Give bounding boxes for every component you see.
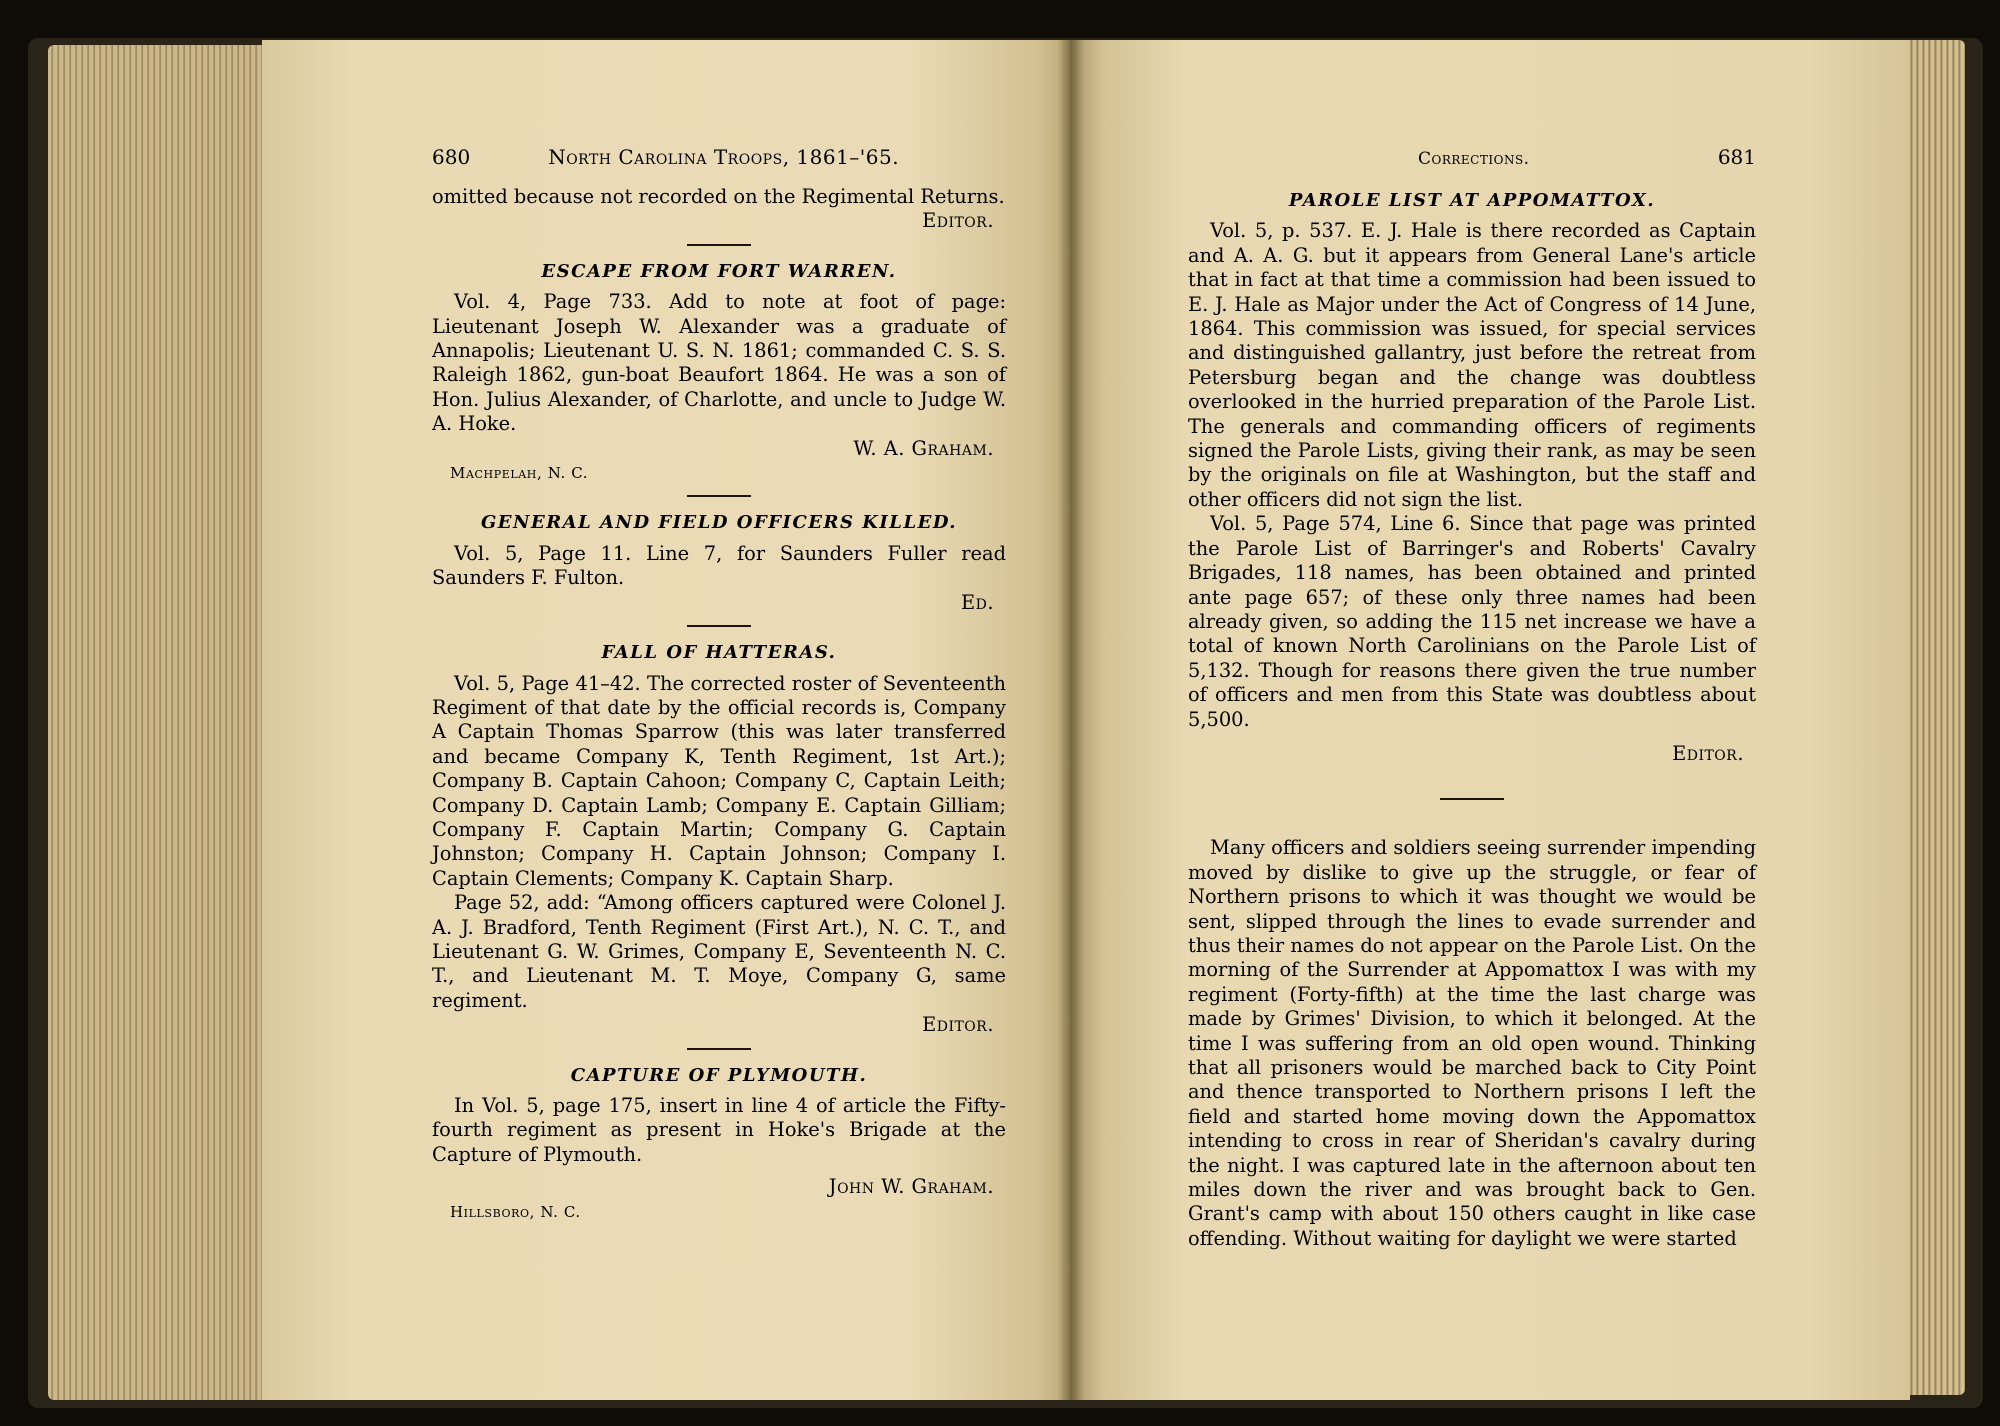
section-heading: ESCAPE FROM FORT WARREN. bbox=[541, 260, 897, 282]
section-heading: GENERAL AND FIELD OFFICERS KILLED. bbox=[480, 512, 958, 534]
left-running-head bbox=[432, 145, 1006, 185]
place-line: Machpelah, N. C. bbox=[450, 464, 589, 483]
section-paragraph: Vol. 5, p. 537. E. J. Hale is there recorded as Captain and A. A. G. but it appears from General Lane's article that in fact at that time a commission had been issued to E. J. Hale as Major under the Act of Congress of 14 June, 1864. This commission was issued, for special services and distinguished gallantry, just before the retreat from Petersburg began and the change was doubtless overlooked in the hurried preparation of the Parole List. The generals and commanding officers of regiments signed the Parole Lists, giving their rank, as may be seen by the originals on file at Washington, but the staff and other officers did not sign the list. bbox=[1188, 219, 1756, 511]
signature: Ed. bbox=[960, 590, 994, 614]
section-paragraph: Vol. 5, Page 11. Line 7, for Saunders Fuller read Saunders F. Fulton. bbox=[432, 541, 1006, 590]
section-divider bbox=[687, 1048, 751, 1050]
gutter-shadow bbox=[1058, 40, 1084, 1400]
right-text-column bbox=[1188, 145, 1756, 1251]
running-title-left: North Carolina Troops, 1861–'65. bbox=[548, 145, 900, 169]
section-paragraph: Vol. 5, Page 574, Line 6. Since that page was printed the Parole List of Barringer's and Roberts' Cavalry Brigades, 118 names, has been obtained and printed ante page 657; of these only three names had been already given, so adding the 115 net increase we have a total of known North Carolinians on the Parole List of 5,132. Though for reasons there given the true number of officers and men from this State was doubtless about 5,500. bbox=[1188, 512, 1756, 731]
closing-paragraph: Many officers and soldiers seeing surrender impending moved by dislike to give up the struggle, or fear of Northern prisons to which it was thought we would be sent, slipped through the lines to evade surrender and thus their names do not appear on the Parole List. On the morning of the Surrender at Appomattox I was with my regiment (Forty-fifth) at the time the last charge was made by Grimes' Division, to which it belonged. At the time I was suffering from an old open wound. Thinking that all prisoners would be marched back to City Point and thence transported to Northern prisons I left the field and started home moving down the Appomattox intending to cross in rear of Sheridan's cavalry during the night. I was captured late in the afternoon about ten miles down the river and was brought back to Gen. Grant's camp with about 150 others caught in like case offending. Without waiting for daylight we were started bbox=[1188, 836, 1756, 1250]
section-divider bbox=[687, 244, 751, 246]
place-line: Hillsboro, N. C. bbox=[450, 1202, 581, 1221]
section-divider bbox=[687, 495, 751, 497]
left-text-column bbox=[432, 145, 1006, 1224]
signature: Editor. bbox=[922, 209, 994, 233]
signature: Editor. bbox=[1672, 741, 1744, 765]
section-heading: CAPTURE OF PLYMOUTH. bbox=[570, 1064, 868, 1086]
section-paragraph: Vol. 5, Page 41–42. The corrected roster of Seventeenth Regiment of that date by the official records is, Company A Captain Thomas Sparrow (this was later transferred and became Company K, Tenth Regiment, 1st Art.); Company B. Captain Cahoon; Company C, Captain Leith; Company D. Captain Lamb; Company E. Captain Gilliam; Company F. Captain Martin; Company G. Captain Johnston; Company H. Captain Johnson; Company I. Captain Clements; Company K. Captain Sharp. bbox=[432, 671, 1006, 890]
section-heading: PAROLE LIST AT APPOMATTOX. bbox=[1288, 190, 1656, 211]
section-heading: FALL OF HATTERAS. bbox=[601, 642, 837, 664]
signature: Editor. bbox=[922, 1013, 994, 1037]
section-paragraph: In Vol. 5, page 175, insert in line 4 of article the Fifty-fourth regiment as present in Hoke's Brigade at the Capture of Plymouth. bbox=[432, 1094, 1006, 1166]
page-number-left: 680 bbox=[432, 145, 471, 169]
signature: W. A. Graham. bbox=[853, 436, 994, 460]
section-divider bbox=[1440, 798, 1504, 800]
section-paragraph: Vol. 4, Page 733. Add to note at foot of page: Lieutenant Joseph W. Alexander was a graduate of Annapolis; Lieutenant U. S. N. 1861; commanded C. S. S. Raleigh 1862, gun-boat Beaufort 1864. He was a son of Hon. Julius Alexander, of Charlotte, and uncle to Judge W. A. Hoke. bbox=[432, 290, 1006, 436]
signature: John W. Graham. bbox=[828, 1175, 994, 1199]
continuation-text: omitted because not recorded on the Regimental Returns. bbox=[432, 185, 1005, 208]
running-title-right: Corrections. bbox=[1418, 149, 1530, 169]
section-divider bbox=[687, 625, 751, 627]
page-edges-left bbox=[48, 45, 278, 1400]
page-number-right: 681 bbox=[1717, 145, 1756, 169]
right-running-head bbox=[1188, 145, 1756, 185]
section-paragraph: Page 52, add: “Among officers captured were Colonel J. A. J. Bradford, Tenth Regiment (First Art.), N. C. T., and Lieutenant G. W. Grimes, Company E, Seventeenth N. C. T., and Lieutenant M. T. Moye, Company G, same regiment. bbox=[432, 891, 1006, 1012]
